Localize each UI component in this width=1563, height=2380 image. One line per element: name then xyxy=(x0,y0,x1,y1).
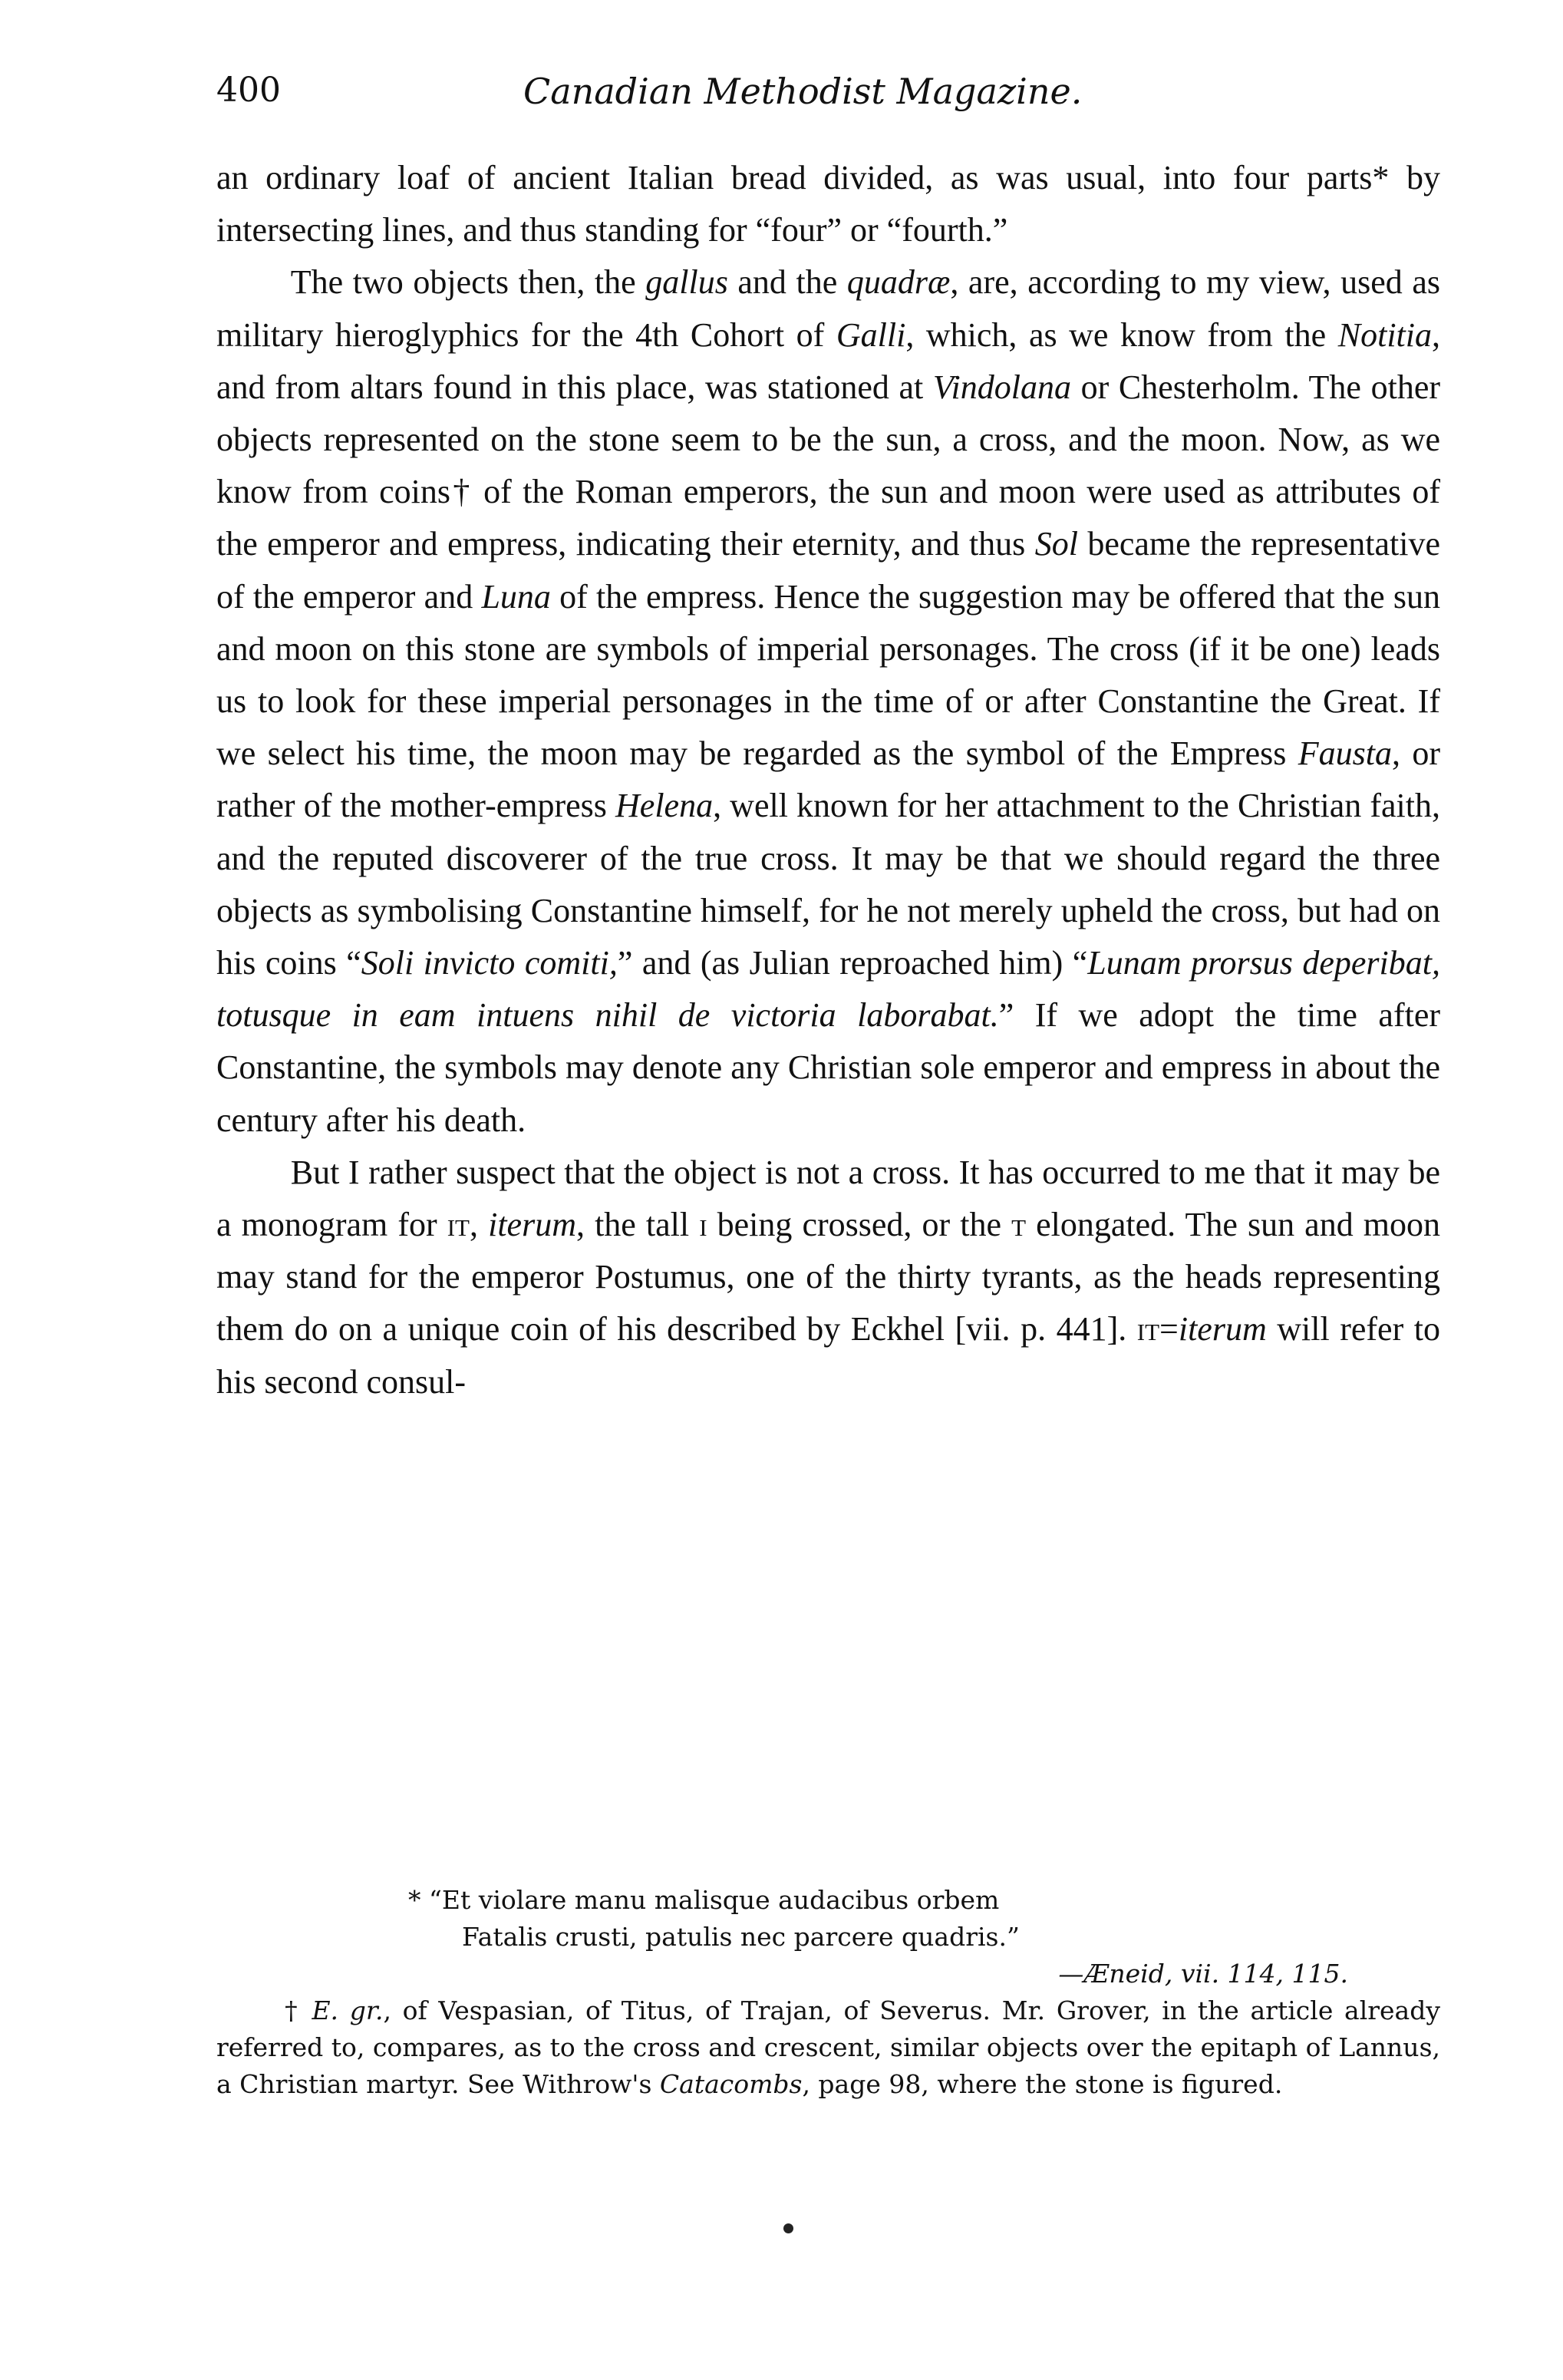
italic-text: E. gr. xyxy=(312,1995,384,2025)
italic-text: Soli invicto comiti, xyxy=(361,944,618,982)
small-caps-text: it xyxy=(1136,1310,1160,1348)
italic-text: Galli xyxy=(836,315,906,354)
italic-text: Luna xyxy=(481,577,551,616)
page-number: 400 xyxy=(216,71,281,110)
small-caps-text: t xyxy=(1011,1206,1027,1244)
small-caps-text: i xyxy=(699,1206,707,1244)
italic-text: Notitia xyxy=(1337,315,1432,354)
italic-text: Vindolana xyxy=(932,368,1071,406)
italic-text: Helena xyxy=(615,787,714,825)
verse-attribution xyxy=(216,1956,1440,1992)
running-title: Canadian Methodist Magazine. xyxy=(523,71,1083,112)
small-caps-text: it xyxy=(447,1206,470,1244)
ornament-dot xyxy=(783,2223,793,2233)
italic-text: quadræ xyxy=(846,263,951,302)
italic-text: iterum xyxy=(488,1206,576,1244)
italic-text: iterum xyxy=(1178,1310,1267,1348)
verse-line: Fatalis crusti, patulis nec parcere quadris.” xyxy=(462,1922,1020,1952)
footnote-dagger: † E. gr., of Vespasian, of Titus, of Trajan, of Severus. Mr. Grover, in the article already referred to, compares, as to the cross and crescent, similar objects over the epitaph of Lannus, a Christian martyr. See Withrow's Catacombs, page 98, where the stone is figured. xyxy=(216,1995,1440,2099)
footnote-verse-quotation xyxy=(408,1882,1440,1956)
italic-text: Sol xyxy=(1034,525,1078,563)
italic-text: Catacombs xyxy=(659,2069,803,2099)
italic-text: gallus xyxy=(645,263,728,302)
verse-line: * “Et violare manu malisque audacibus orbem xyxy=(408,1885,1000,1915)
paragraph: But I rather suspect that the object is not a cross. It has occurred to me that it may be a monogram for it, iterum, the tall i being crossed, or the t elongated. The sun and moon may stand for the emperor Postumus, one of the thirty tyrants, as the heads representing them do on a unique coin of his described by Eckhel [vii. p. 441]. it=iterum will refer to his second consul- xyxy=(216,1153,1441,1401)
running-header xyxy=(216,71,1436,124)
paragraph: an ordinary loaf of ancient Italian bread divided, as was usual, into four parts* by intersecting lines, and thus standing for “four” or “fourth.” xyxy=(216,159,1440,249)
paragraph: The two objects then, the gallus and the quadræ, are, according to my view, used as military hieroglyphics for the 4th Cohort of Galli, which, as we know from the Notitia, and from altars found in this place, was stationed at Vindolana or Chesterholm. The other objects represented on the stone seem to be the sun, a cross, and the moon. Now, as we know from coins† of the Roman emperors, the sun and moon were used as attributes of the emperor and empress, indicating their eternity, and thus Sol became the representative of the emperor and Luna of the empress. Hence the suggestion may be offered that the sun and moon on this stone are symbols of imperial personages. The cross (if it be one) leads us to look for these imperial personages in the time of or after Constantine the Great. If we select his time, the moon may be regarded as the symbol of the Empress Fausta, or rather of the mother-empress Helena, well known for her attachment to the Christian faith, and the reputed discoverer of the true cross. It may be that we should regard the three objects as symbolising Constantine himself, for he not merely upheld the cross, but had on his coins “Soli invicto comiti,” and (as Julian reproached him) “Lunam prorsus deperibat, totusque in eam intuens nihil de victoria laborabat.” If we adopt the time after Constantine, the symbols may denote any Christian sole emperor and empress in about the century after his death. xyxy=(216,263,1441,1139)
italic-text: Lunam prorsus deperibat, totusque in eam intuens nihil de victoria laborabat. xyxy=(216,944,1440,1035)
article-body xyxy=(216,152,1440,1408)
footnotes xyxy=(216,1882,1440,2103)
attribution-text: —Æneid, vii. 114, 115. xyxy=(1058,1959,1348,1989)
italic-text: Fausta xyxy=(1298,734,1392,773)
